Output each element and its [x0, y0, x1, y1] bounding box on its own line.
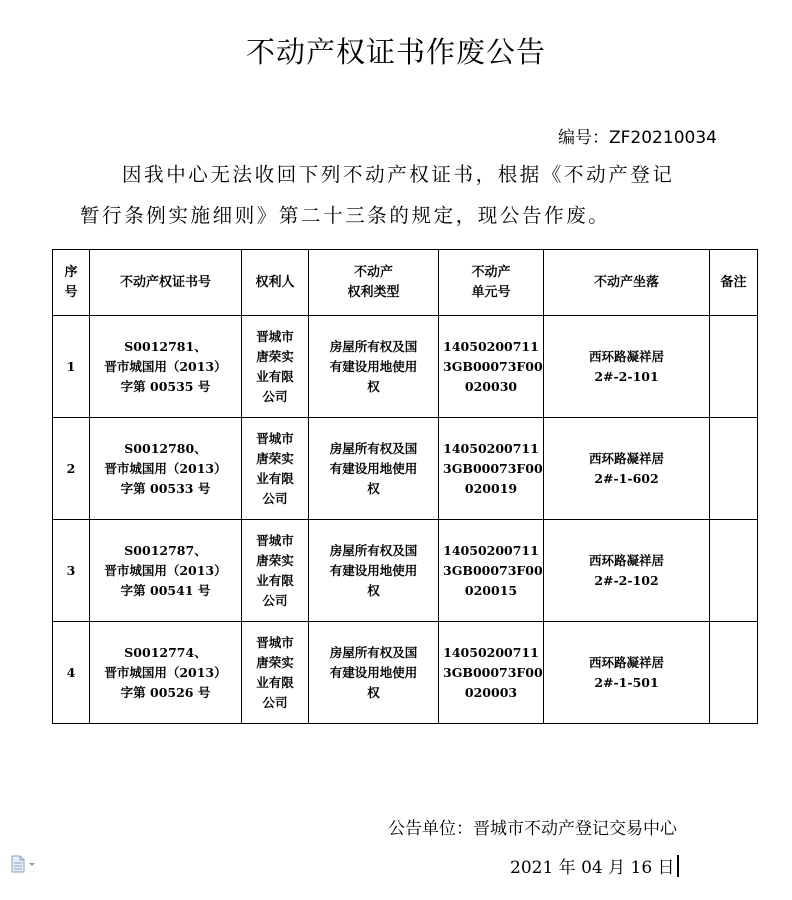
cell-seq: 2: [53, 418, 90, 520]
table-header-row: [53, 250, 758, 316]
cell-cert: S0012787、 晋市城国用（2013） 字第 00541 号: [90, 520, 242, 622]
table-row: [53, 520, 758, 622]
cell-seq: 4: [53, 622, 90, 724]
table-row: [53, 418, 758, 520]
cell-location: 西环路凝祥居 2#-2-101: [544, 316, 710, 418]
cell-right-type: 房屋所有权及国 有建设用地使用 权: [309, 622, 439, 724]
header-location: 不动产坐落: [544, 250, 710, 316]
doc-number: 编号：ZF20210034: [558, 128, 717, 148]
header-seq: 序 号: [53, 250, 90, 316]
header-unit: 不动产 单元号: [439, 250, 544, 316]
cell-right-type: 房屋所有权及国 有建设用地使用 权: [309, 520, 439, 622]
table-row: [53, 622, 758, 724]
issue-date[interactable]: 2021 年 04 月 16 日: [510, 853, 679, 878]
header-remark: 备注: [710, 250, 758, 316]
header-holder: 权利人: [242, 250, 309, 316]
certificate-table: [52, 249, 758, 724]
cell-seq: 1: [53, 316, 90, 418]
cell-holder: 晋城市 唐荣实 业有限 公司: [242, 622, 309, 724]
header-cert: 不动产权证书号: [90, 250, 242, 316]
cell-unit: 14050200711 3GB00073F00 020015: [439, 520, 544, 622]
intro-line-2: 暂行条例实施细则》第二十三条的规定，现公告作废。: [80, 204, 611, 227]
cell-remark: [710, 520, 758, 622]
notice-title: 不动产权证书作废公告: [245, 35, 546, 69]
cell-location: 西环路凝祥居 2#-1-602: [544, 418, 710, 520]
cell-location: 西环路凝祥居 2#-1-501: [544, 622, 710, 724]
cell-cert: S0012780、 晋市城国用（2013） 字第 00533 号: [90, 418, 242, 520]
cell-cert: S0012774、 晋市城国用（2013） 字第 00526 号: [90, 622, 242, 724]
header-right-type: 不动产 权利类型: [309, 250, 439, 316]
cell-remark: [710, 418, 758, 520]
cell-right-type: 房屋所有权及国 有建设用地使用 权: [309, 316, 439, 418]
cell-seq: 3: [53, 520, 90, 622]
cell-cert: S0012781、 晋市城国用（2013） 字第 00535 号: [90, 316, 242, 418]
cell-holder: 晋城市 唐荣实 业有限 公司: [242, 520, 309, 622]
cell-holder: 晋城市 唐荣实 业有限 公司: [242, 418, 309, 520]
issuing-unit: 公告单位：晋城市不动产登记交易中心: [388, 819, 677, 839]
text-cursor: [677, 855, 679, 877]
cell-remark: [710, 622, 758, 724]
cell-right-type: 房屋所有权及国 有建设用地使用 权: [309, 418, 439, 520]
table-row: [53, 316, 758, 418]
document-dropdown-icon[interactable]: [10, 855, 40, 873]
cell-holder: 晋城市 唐荣实 业有限 公司: [242, 316, 309, 418]
cell-remark: [710, 316, 758, 418]
intro-line-1: 因我中心无法收回下列不动产权证书，根据《不动产登记: [122, 163, 675, 186]
cell-unit: 14050200711 3GB00073F00 020030: [439, 316, 544, 418]
intro-paragraph: [80, 154, 740, 236]
cell-unit: 14050200711 3GB00073F00 020019: [439, 418, 544, 520]
cell-unit: 14050200711 3GB00073F00 020003: [439, 622, 544, 724]
cell-location: 西环路凝祥居 2#-2-102: [544, 520, 710, 622]
